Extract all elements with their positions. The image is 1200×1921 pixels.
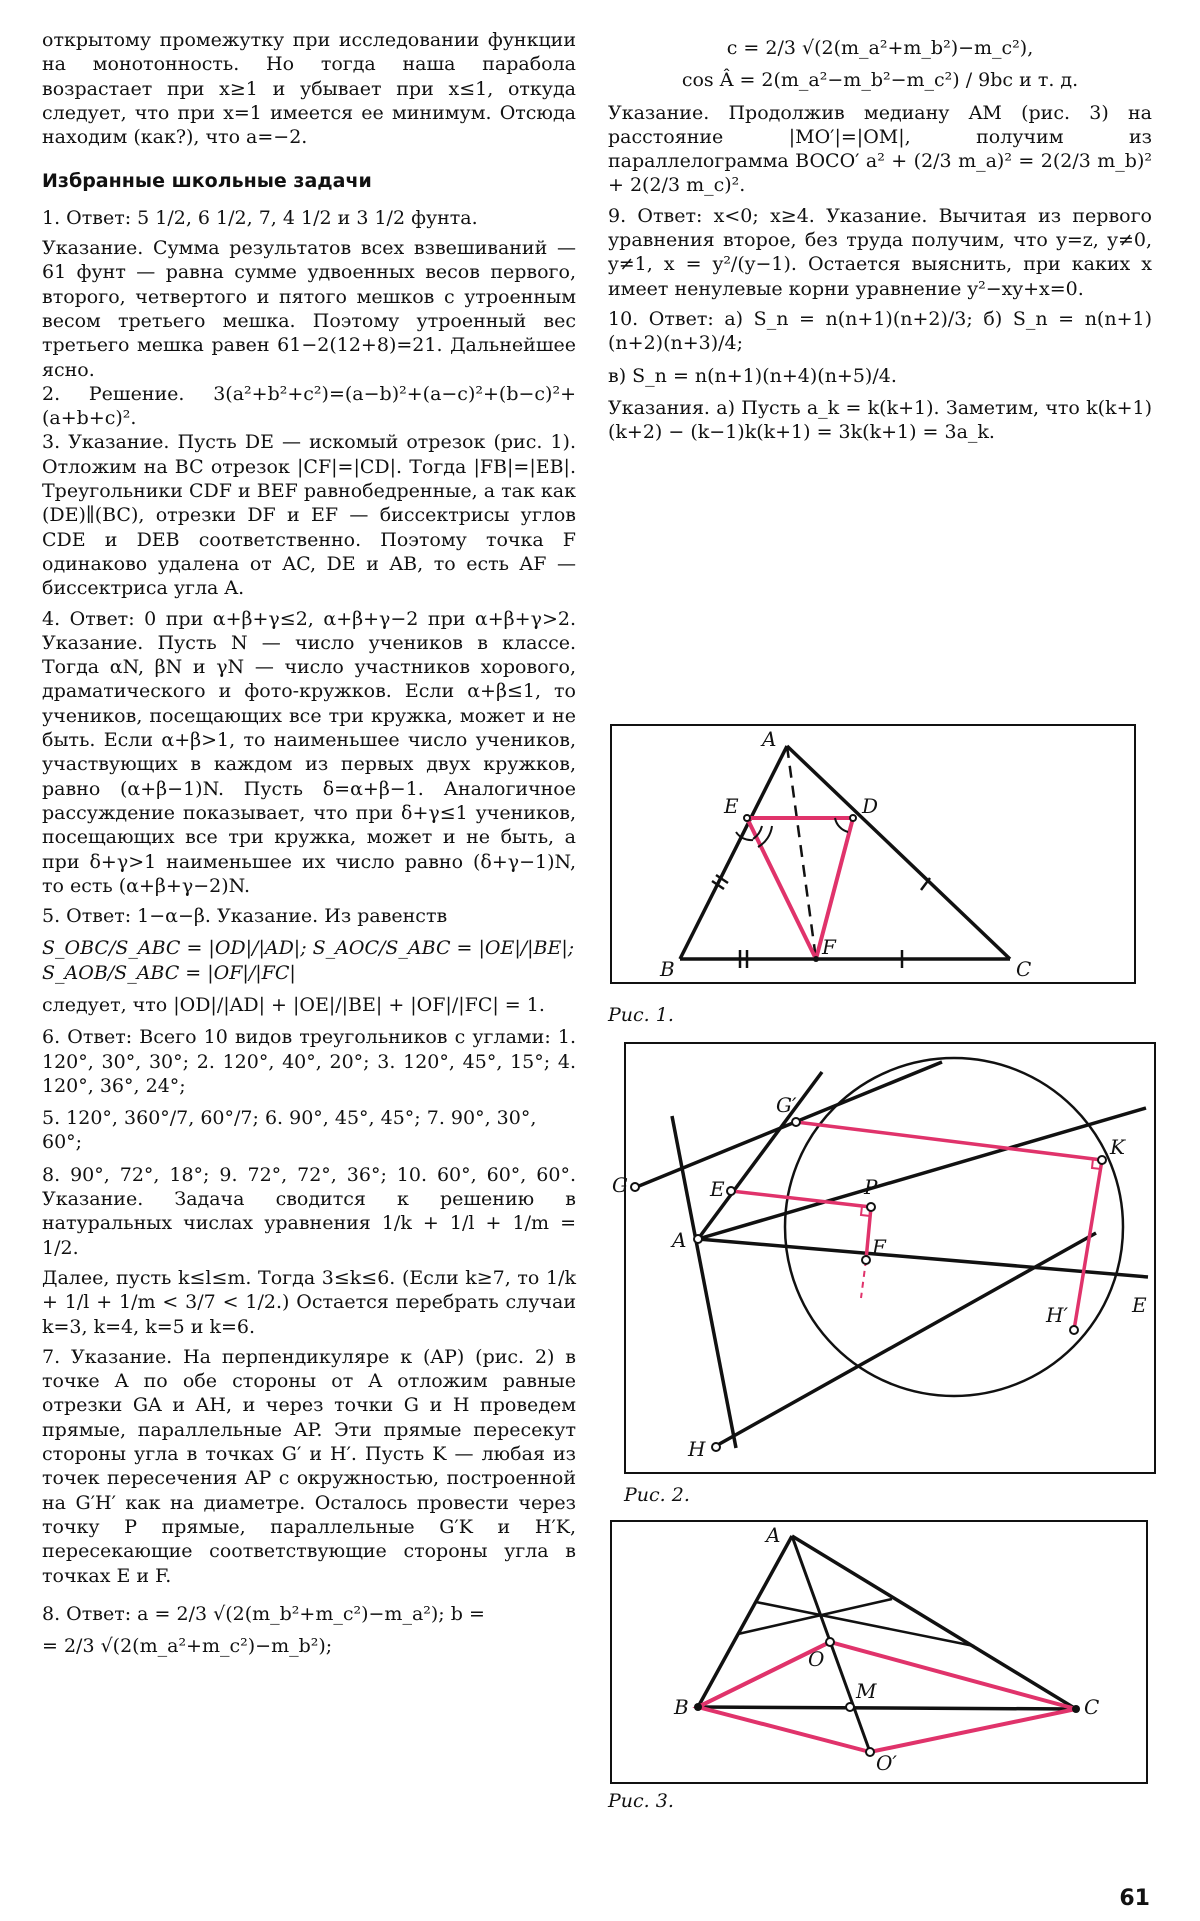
fig2-label-h-prime: H′: [1046, 1303, 1068, 1327]
problem-5-formula-1: S_OBC/S_ABC = |OD|/|AD|; S_AOC/S_ABC = |OE|/|BE|; S_AOB/S_ABC = |OF|/|FC|: [42, 937, 575, 984]
problem-10-c: в) S_n = n(n+1)(n+4)(n+5)/4.: [608, 364, 897, 387]
problem-1-answer: 1. Ответ: 5 1/2, 6 1/2, 7, 4 1/2 и 3 1/2 фунта.: [42, 206, 478, 229]
problem-8-answer: 8. Ответ: a = 2/3 √(2(m_b²+m_c²)−m_a²); b =: [42, 1602, 485, 1625]
fig1-label-b: B: [660, 957, 675, 981]
problem-5: 5. Ответ: 1−α−β. Указание. Из равенств: [42, 905, 448, 928]
figure-2: [612, 1042, 1156, 1474]
problem-6: 6. Ответ: Всего 10 видов треугольников с углами: 1. 120°, 30°, 30°; 2. 120°, 40°, 20°; 3. 120°, 45°, 15°; 4. 120°, 36°, 24°;: [42, 1026, 576, 1097]
fig1-label-c: C: [1016, 957, 1032, 981]
problem-8-b: = 2/3 √(2(m_a²+m_c²)−m_b²);: [42, 1635, 333, 1658]
right-column: [608, 28, 1152, 444]
fig3-label-b: B: [674, 1695, 689, 1719]
fig1-label-a: A: [762, 727, 777, 751]
section-title: Избранные школьные задачи: [42, 170, 372, 193]
problem-4: 4. Ответ: 0 при α+β+γ≤2, α+β+γ−2 при α+β+γ>2. Указание. Пусть N — число учеников в классе. Тогда αN, βN и γN — число участников хорового, драматического и фото-кружков. Если α+β≤1, то учеников, посещающих все три кружка, может и не быть. Если α+β>1, то наименьшее число учеников, участвующих в каждом из первых двух кружков, равно (α+β−1)N. Пусть δ=α+β−1. Аналогичное рассуждение показывает, что при δ+γ≤1 учеников, посещающих все три кружка, может и не быть, а при δ+γ>1 наименьшее их число равно (δ+γ−1)N, то есть (α+β+γ−2)N.: [42, 607, 576, 897]
problem-10-hints: Указания. а) Пусть a_k = k(k+1). Заметим, что k(k+1)(k+2) − (k−1)k(k+1) = 3k(k+1) = 3a_k.: [608, 396, 1152, 444]
fig1-label-f: F: [822, 935, 836, 959]
formula-cos-a: cos Â = 2(m_a²−m_b²−m_c²) / 9bc и т. д.: [681, 69, 1079, 92]
fig2-label-g-prime: G′: [776, 1093, 797, 1117]
fig2-label-p: P: [864, 1175, 878, 1199]
figure-1-caption: Рис. 1.: [608, 1004, 674, 1026]
problem-7: 7. Указание. На перпендикуляре к (AP) (рис. 2) в точке A по обе стороны от A отложим равные отрезки GA и AH, и через точки G и H проведем прямые, параллельные AP. Эти прямые пересекут стороны угла в точках G′ и H′. Пусть K — любая из точек пересечения AP с окружностью, построенной на G′H′ как на диаметре. Осталось провести через точку P прямые, параллельные G′K и H′K, пересекающие соответствующие стороны угла в точках E и F.: [42, 1345, 576, 1587]
problem-8-hint: Указание. Продолжив медиану AM (рис. 3) на расстояние |MO′|=|OM|, получим из параллелограмма BOCO′ a² + (2/3 m_a)² = 2(2/3 m_b)² + 2(2/3 m_c)².: [608, 101, 1152, 197]
problem-6-list-c: 8. 90°, 72°, 18°; 9. 72°, 72°, 36°; 10. 60°, 60°, 60°. Указание. Задача сводится к решению в натуральных числах уравнения 1/k + 1/l + 1/m = 1/2.: [42, 1163, 576, 1259]
formula-c: c = 2/3 √(2(m_a²+m_b²)−m_c²),: [726, 37, 1034, 59]
figure-2-caption: Рис. 2.: [624, 1484, 690, 1506]
fig2-label-e: E: [1132, 1293, 1147, 1317]
problem-6-tail: Далее, пусть k≤l≤m. Тогда 3≤k≤6. (Если k≥7, то 1/k + 1/l + 1/m < 3/7 < 1/2.) Остается перебрать случаи k=3, k=4, k=5 и k=6.: [42, 1266, 576, 1338]
fig3-label-o-prime: O′: [876, 1751, 897, 1775]
fig3-label-a: A: [766, 1523, 781, 1547]
problem-9: 9. Ответ: x<0; x≥4. Указание. Вычитая из первого уравнения второе, без труда получим, что y=z, y≠0, y≠1, x = y²/(y−1). Остается выяснить, при каких x имеет ненулевые корни уравнение y²−xy+x=0.: [608, 204, 1152, 300]
fig2-label-e-small: E: [710, 1177, 725, 1201]
problem-5-formula-2: следует, что |OD|/|AD| + |OE|/|BE| + |OF|/|FC| = 1.: [42, 993, 545, 1016]
figure-3: [610, 1520, 1148, 1784]
fig2-label-a: A: [672, 1228, 687, 1252]
fig3-label-c: C: [1084, 1695, 1100, 1719]
fig2-label-g: G: [612, 1173, 628, 1197]
page-number: 61: [1119, 1886, 1150, 1911]
intro-paragraph: открытому промежутку при исследовании функции на монотонность. Но тогда наша парабола возрастает при x≥1 и убывает при x≤1, откуда следует, что при x=1 имеется ее минимум. Отсюда находим (как?), что a=−2.: [42, 29, 576, 149]
figure-2-drawing: [612, 1044, 1154, 1472]
fig1-label-e: E: [724, 794, 739, 818]
problem-3: 3. Указание. Пусть DE — искомый отрезок (рис. 1). Отложим на BC отрезок |CF|=|CD|. Тогда |FB|=|EB|. Треугольники CDF и BEF равнобедренные, а так как (DE)∥(BC), отрезки DF и EF — биссектрисы углов CDE и DEB соответственно. Поэтому точка F одинаково удалена от AC, DE и AB, то есть AF — биссектриса угла A.: [42, 431, 576, 600]
problem-6-list-b: 5. 120°, 360°/7, 60°/7; 6. 90°, 45°, 45°; 7. 90°, 30°, 60°;: [42, 1107, 537, 1154]
figure-1: [610, 724, 1136, 984]
figure-1-drawing: [612, 726, 1134, 982]
problem-1-hint: Указание. Сумма результатов всех взвешиваний — 61 фунт — равна сумме удвоенных весов первого, второго, четвертого и пятого мешков с утроенным весом третьего мешка. Поэтому утроенный вес третьего мешка равен 61−2(12+8)=21. Дальнейшее ясно.: [42, 237, 576, 381]
fig1-label-d: D: [862, 794, 879, 818]
fig2-label-h: H: [688, 1437, 706, 1461]
fig2-label-f: F: [872, 1235, 886, 1259]
fig3-label-m: M: [856, 1679, 877, 1703]
problem-10-a: 10. Ответ: а) S_n = n(n+1)(n+2)/3; б) S_n = n(n+1)(n+2)(n+3)/4;: [608, 307, 1152, 355]
figure-3-drawing: [612, 1522, 1146, 1782]
fig3-label-o: O: [808, 1647, 825, 1671]
left-column: [42, 28, 576, 1666]
fig2-label-k: K: [1110, 1135, 1125, 1159]
figure-3-caption: Рис. 3.: [608, 1790, 674, 1812]
problem-2: 2. Решение. 3(a²+b²+c²)=(a−b)²+(a−c)²+(b−c)²+(a+b+c)².: [42, 382, 576, 430]
